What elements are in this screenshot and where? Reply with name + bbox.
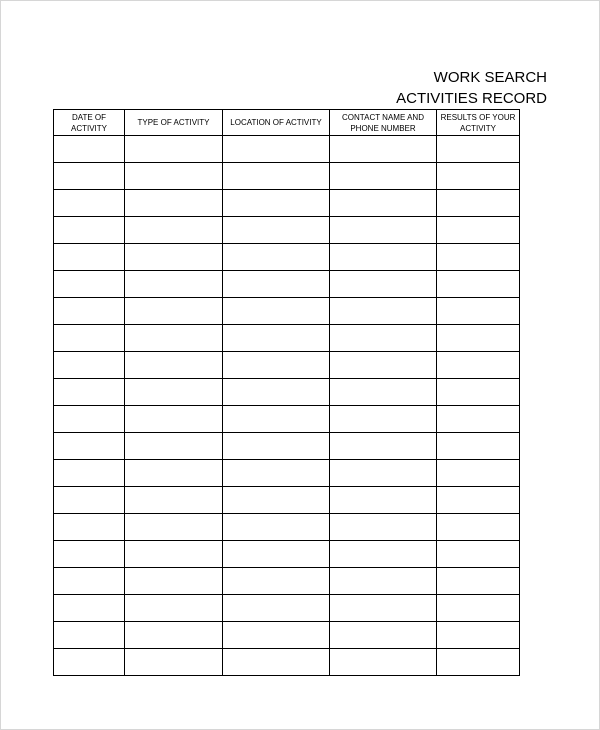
results-cell [437,325,520,352]
header-type-of-activity: TYPE OF ACTIVITY [125,110,223,136]
location-cell [223,514,330,541]
date-cell [54,298,125,325]
contact-cell [330,190,437,217]
location-cell [223,487,330,514]
date-cell [54,379,125,406]
contact-cell [330,352,437,379]
results-cell [437,217,520,244]
results-cell [437,190,520,217]
type-cell [125,325,223,352]
type-cell [125,352,223,379]
header-contact-name-and-phone: CONTACT NAME AND PHONE NUMBER [330,110,437,136]
results-cell [437,541,520,568]
contact-cell [330,649,437,676]
type-cell [125,595,223,622]
title-line-1: WORK SEARCH [433,69,547,86]
results-cell [437,487,520,514]
table-row [54,622,520,649]
table-row [54,136,520,163]
table-row [54,244,520,271]
contact-cell [330,406,437,433]
type-cell [125,514,223,541]
contact-cell [330,595,437,622]
contact-cell [330,163,437,190]
contact-cell [330,325,437,352]
date-cell [54,649,125,676]
location-cell [223,244,330,271]
contact-cell [330,487,437,514]
date-cell [54,190,125,217]
type-cell [125,433,223,460]
location-cell [223,298,330,325]
date-cell [54,352,125,379]
location-cell [223,136,330,163]
contact-cell [330,298,437,325]
contact-cell [330,217,437,244]
table-row [54,541,520,568]
results-cell [437,271,520,298]
results-cell [437,460,520,487]
contact-cell [330,568,437,595]
results-cell [437,568,520,595]
type-cell [125,568,223,595]
table-row [54,568,520,595]
type-cell [125,487,223,514]
date-cell [54,622,125,649]
location-cell [223,271,330,298]
location-cell [223,352,330,379]
type-cell [125,190,223,217]
table-row [54,487,520,514]
results-cell [437,163,520,190]
location-cell [223,568,330,595]
contact-cell [330,460,437,487]
table-row [54,406,520,433]
table-row [54,298,520,325]
location-cell [223,325,330,352]
location-cell [223,406,330,433]
date-cell [54,568,125,595]
contact-cell [330,541,437,568]
date-cell [54,541,125,568]
table-row [54,352,520,379]
table-body [54,136,520,676]
contact-cell [330,379,437,406]
results-cell [437,352,520,379]
date-cell [54,514,125,541]
location-cell [223,541,330,568]
header-location-of-activity: LOCATION OF ACTIVITY [223,110,330,136]
location-cell [223,595,330,622]
date-cell [54,325,125,352]
location-cell [223,622,330,649]
header-results-of-activity: RESULTS OF YOUR ACTIVITY [437,110,520,136]
table-row [54,649,520,676]
activities-table [53,109,520,676]
date-cell [54,163,125,190]
contact-cell [330,244,437,271]
type-cell [125,136,223,163]
table-header-row [54,110,520,136]
type-cell [125,244,223,271]
results-cell [437,244,520,271]
type-cell [125,460,223,487]
table-row [54,514,520,541]
table-row [54,163,520,190]
date-cell [54,595,125,622]
results-cell [437,406,520,433]
contact-cell [330,514,437,541]
header-date-of-activity: DATE OF ACTIVITY [54,110,125,136]
title-line-2: ACTIVITIES RECORD [396,90,547,107]
type-cell [125,541,223,568]
location-cell [223,649,330,676]
date-cell [54,487,125,514]
table-row [54,217,520,244]
results-cell [437,433,520,460]
type-cell [125,217,223,244]
results-cell [437,136,520,163]
location-cell [223,190,330,217]
date-cell [54,271,125,298]
type-cell [125,271,223,298]
table-row [54,271,520,298]
location-cell [223,433,330,460]
document-title [396,67,547,109]
table-row [54,595,520,622]
table-row [54,433,520,460]
contact-cell [330,271,437,298]
date-cell [54,136,125,163]
table-row [54,379,520,406]
results-cell [437,595,520,622]
location-cell [223,217,330,244]
location-cell [223,379,330,406]
results-cell [437,622,520,649]
date-cell [54,433,125,460]
results-cell [437,379,520,406]
type-cell [125,406,223,433]
date-cell [54,460,125,487]
table-row [54,190,520,217]
type-cell [125,298,223,325]
date-cell [54,406,125,433]
results-cell [437,514,520,541]
date-cell [54,217,125,244]
contact-cell [330,136,437,163]
date-cell [54,244,125,271]
table-row [54,460,520,487]
results-cell [437,649,520,676]
type-cell [125,649,223,676]
results-cell [437,298,520,325]
type-cell [125,379,223,406]
contact-cell [330,622,437,649]
type-cell [125,622,223,649]
location-cell [223,460,330,487]
location-cell [223,163,330,190]
table-row [54,325,520,352]
type-cell [125,163,223,190]
contact-cell [330,433,437,460]
